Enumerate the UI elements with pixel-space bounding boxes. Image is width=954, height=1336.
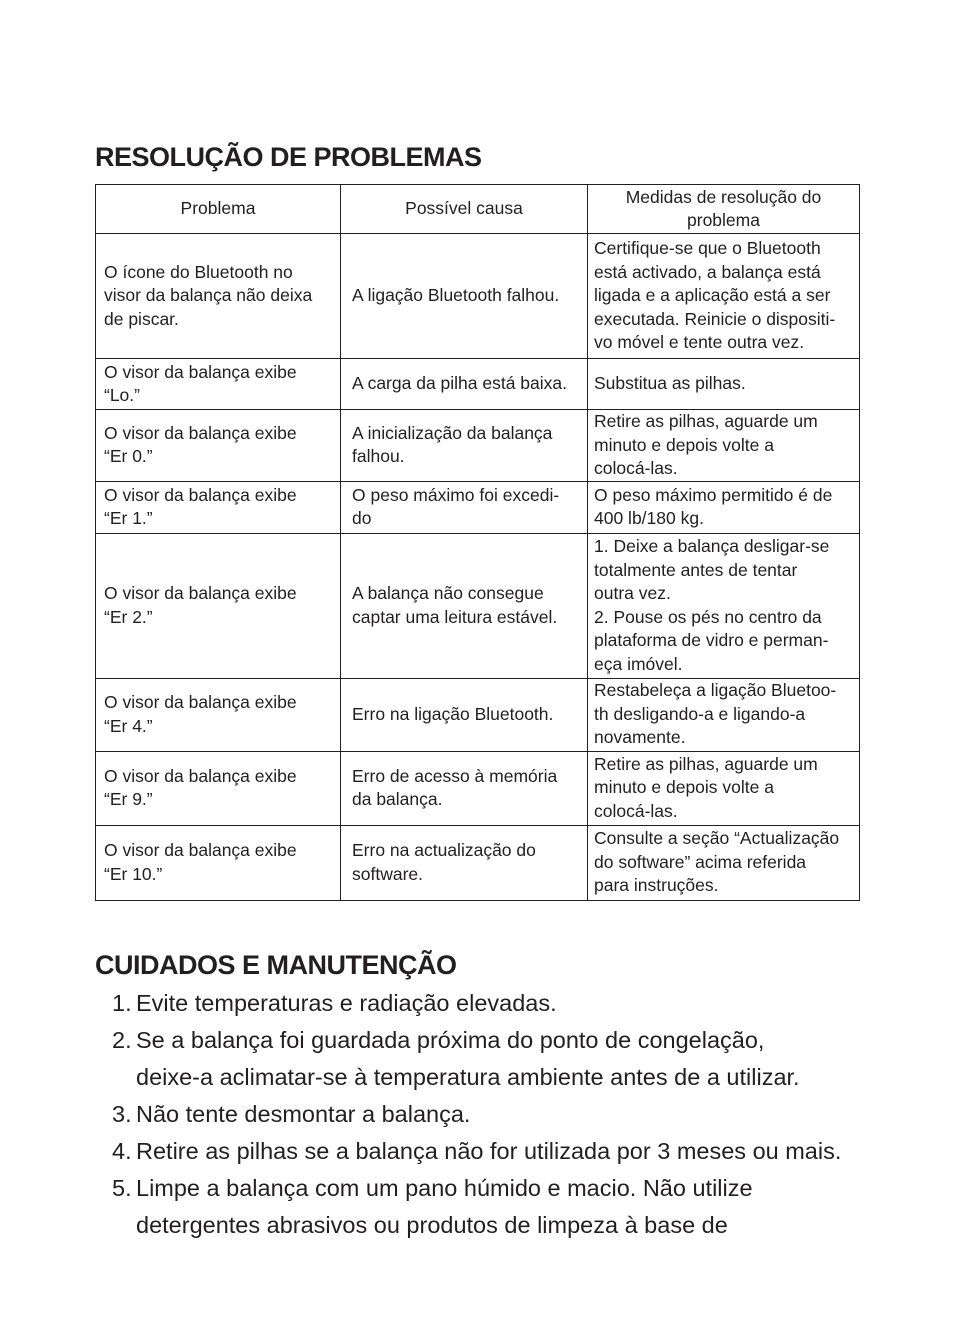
header-solution [588, 185, 860, 234]
cause-cell [341, 678, 588, 751]
cause-cell [341, 234, 588, 359]
cell-line: software. [352, 863, 423, 884]
table-row [96, 481, 860, 533]
cell-line: novamente. [594, 727, 686, 748]
cell-line: 400 lb/180 kg. [594, 508, 704, 528]
care-item [112, 985, 912, 1022]
cell-line: outra vez. [594, 583, 671, 603]
care-item-number: 5. [112, 1175, 132, 1201]
troubleshooting-title: RESOLUÇÃO DE PROBLEMAS [95, 142, 482, 172]
problem-cell [96, 481, 341, 533]
care-item-text: detergentes abrasivos ou produtos de limpeza à base de [136, 1212, 728, 1238]
table-row [96, 234, 860, 359]
cell-line: do [352, 508, 372, 528]
cell-line: A inicialização da balança [352, 422, 553, 443]
cell-line: captar uma leitura estável. [352, 606, 558, 627]
solution-cell [588, 751, 860, 825]
problem-cell [96, 533, 341, 678]
problem-cell [96, 234, 341, 359]
cell-line: “Er 4.” [104, 715, 153, 736]
cell-line: O visor da balança exibe [104, 361, 297, 382]
troubleshooting-table [95, 184, 860, 901]
cell-line: visor da balança não deixa [104, 285, 313, 306]
care-item-text: Não tente desmontar a balança. [136, 1101, 471, 1127]
cell-line: O visor da balança exibe [104, 840, 297, 860]
table-row [96, 825, 860, 900]
cell-line: O ícone do Bluetooth no [104, 261, 293, 282]
cell-line: Restabeleça a ligação Bluetoo- [594, 680, 837, 701]
table-row [96, 533, 860, 678]
cause-cell [341, 410, 588, 482]
cell-line: O peso máximo permitido é de [594, 484, 833, 505]
cell-line: colocá-las. [594, 800, 678, 821]
cell-line: Substitua as pilhas. [594, 373, 746, 394]
cell-line: vo móvel e tente outra vez. [594, 332, 805, 353]
cause-cell [341, 481, 588, 533]
table-row [96, 359, 860, 410]
table-row [96, 751, 860, 825]
care-item [112, 1096, 912, 1133]
table-row [96, 678, 860, 751]
cell-line: ligada e a aplicação está a ser [594, 285, 831, 306]
cell-line: O visor da balança exibe [104, 583, 297, 603]
cell-line: Retire as pilhas, aguarde um [594, 753, 818, 774]
care-item-text: Evite temperaturas e radiação elevadas. [136, 990, 557, 1016]
care-item-text: Retire as pilhas se a balança não for utilizada por 3 meses ou mais. [136, 1138, 842, 1164]
cell-line: está activado, a balança está [594, 261, 821, 282]
cell-line: Erro na ligação Bluetooth. [352, 703, 554, 724]
cell-line: A ligação Bluetooth falhou. [352, 285, 560, 306]
cell-line: “Lo.” [104, 385, 140, 405]
problem-cell [96, 678, 341, 751]
cell-line: “Er 10.” [104, 863, 163, 884]
care-item-number: 2. [112, 1027, 132, 1053]
header-problem: Problema [96, 185, 341, 234]
solution-cell [588, 481, 860, 533]
header-cause: Possível causa [341, 185, 588, 234]
solution-cell [588, 234, 860, 359]
cell-line: de piscar. [104, 308, 179, 329]
care-item-text: Limpe a balança com um pano húmido e macio. Não utilize [136, 1175, 753, 1201]
cell-line: Erro na actualização do [352, 840, 536, 860]
cell-line: do software” acima referida [594, 851, 807, 872]
cell-line: “Er 1.” [104, 508, 153, 528]
cell-line: “Er 9.” [104, 789, 153, 809]
table-body [96, 234, 860, 901]
care-item-number: 4. [112, 1138, 132, 1164]
cell-line: Retire as pilhas, aguarde um [594, 411, 818, 431]
solution-cell [588, 410, 860, 482]
solution-cell [588, 359, 860, 410]
problem-cell [96, 410, 341, 482]
care-item-number: 1. [112, 990, 132, 1016]
care-item-text: Se a balança foi guardada próxima do ponto de congelação, [136, 1027, 765, 1053]
cell-line: O visor da balança exibe [104, 692, 297, 712]
cell-line: A balança não consegue [352, 583, 544, 603]
cell-line: O peso máximo foi excedi- [352, 484, 560, 505]
cell-line: Erro de acesso à memória [352, 765, 558, 786]
care-title: CUIDADOS E MANUTENÇÃO [95, 950, 457, 980]
cell-line: O visor da balança exibe [104, 765, 297, 786]
cell-line: O visor da balança exibe [104, 422, 297, 443]
solution-cell [588, 533, 860, 678]
cell-line: minuto e depois volte a [594, 434, 774, 455]
cause-cell [341, 825, 588, 900]
cause-cell [341, 751, 588, 825]
cell-line: plataforma de vidro e perman- [594, 630, 829, 650]
cell-line: da balança. [352, 789, 443, 809]
care-item [112, 1133, 912, 1170]
cell-line: colocá-las. [594, 458, 678, 478]
care-list [112, 985, 912, 1244]
cell-line: para instruções. [594, 875, 719, 896]
cell-line: eça imóvel. [594, 653, 683, 674]
header-solution-text: Medidas de resolução do problema [625, 186, 822, 230]
care-item [112, 1170, 912, 1244]
cell-line: falhou. [352, 446, 405, 467]
solution-cell [588, 678, 860, 751]
cell-line: A carga da pilha está baixa. [352, 373, 568, 394]
cell-line: Consulte a seção “Actualização [594, 828, 840, 849]
cause-cell [341, 359, 588, 410]
cell-line: 1. Deixe a balança desligar-se [594, 536, 830, 556]
care-item-number: 3. [112, 1101, 132, 1127]
table-header-row [96, 185, 860, 234]
cell-line: executada. Reinicie o dispositi- [594, 308, 836, 329]
problem-cell [96, 825, 341, 900]
care-item [112, 1022, 912, 1096]
cell-line: “Er 0.” [104, 446, 153, 467]
table-row [96, 410, 860, 482]
problem-cell [96, 751, 341, 825]
care-item-text: deixe-a aclimatar-se à temperatura ambiente antes de a utilizar. [136, 1064, 800, 1090]
solution-cell [588, 825, 860, 900]
problem-cell [96, 359, 341, 410]
cell-line: th desligando-a e ligando-a [594, 703, 806, 724]
cell-line: “Er 2.” [104, 606, 153, 627]
cell-line: Certifique-se que o Bluetooth [594, 238, 821, 259]
cell-line: totalmente antes de tentar [594, 559, 798, 580]
cause-cell [341, 533, 588, 678]
cell-line: minuto e depois volte a [594, 777, 774, 798]
cell-line: 2. Pouse os pés no centro da [594, 606, 822, 627]
cell-line: O visor da balança exibe [104, 484, 297, 505]
